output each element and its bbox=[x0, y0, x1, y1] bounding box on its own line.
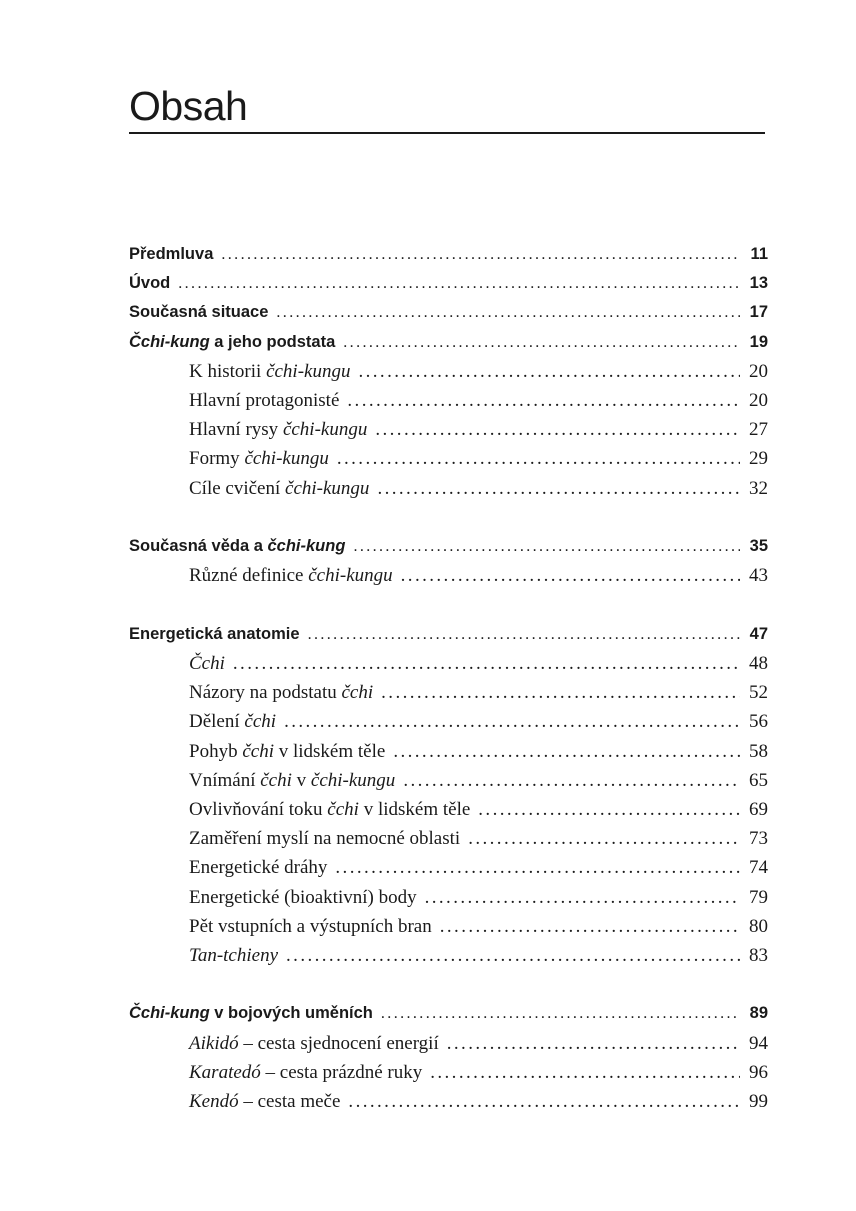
toc-page-number: 19 bbox=[749, 332, 768, 351]
toc-section-entry[interactable] bbox=[129, 474, 768, 503]
toc-entry-title bbox=[189, 912, 432, 941]
toc-title-italic-part: čchi-kungu bbox=[244, 448, 329, 470]
toc-title-part: K historii bbox=[189, 360, 267, 382]
toc-title-part: Hlavní rysy bbox=[189, 419, 283, 441]
toc-title-part: – cesta meče bbox=[238, 1091, 341, 1113]
toc-title-italic-part: Aikidó bbox=[189, 1032, 239, 1054]
toc-title-part: Energetické dráhy bbox=[189, 857, 328, 879]
toc-page-number: 29 bbox=[749, 448, 768, 470]
toc-title-italic-part: Kendó bbox=[189, 1091, 239, 1113]
toc-page-number: 20 bbox=[749, 360, 768, 382]
toc-title-part: Názory na podstatu bbox=[189, 682, 342, 704]
toc-section-entry[interactable] bbox=[129, 795, 768, 824]
toc-page-number: 20 bbox=[749, 389, 768, 411]
toc-title-part: – cesta prázdné ruky bbox=[260, 1061, 423, 1083]
toc-title-italic-part: čchi bbox=[244, 711, 277, 733]
dot-leader bbox=[335, 853, 740, 882]
toc-title-italic-part: Čchi bbox=[189, 653, 225, 675]
toc-title-part: a jeho podstata bbox=[209, 332, 336, 351]
toc-entry-title bbox=[189, 474, 369, 503]
dot-leader bbox=[468, 824, 740, 853]
toc-entry-title bbox=[129, 620, 300, 649]
dot-leader bbox=[221, 240, 740, 269]
toc-section-entry[interactable] bbox=[129, 1029, 768, 1058]
toc-title-italic-part: Tan-tchieny bbox=[189, 944, 279, 966]
toc-title-italic-part: čchi-kungu bbox=[310, 769, 396, 791]
toc-chapter-entry[interactable] bbox=[129, 620, 768, 649]
toc-entry-title bbox=[189, 737, 385, 766]
toc-entry-title bbox=[189, 707, 276, 736]
dot-leader bbox=[447, 1029, 740, 1058]
toc-page-number: 79 bbox=[749, 886, 768, 908]
toc-title-italic-part: čchi-kungu bbox=[308, 565, 393, 587]
dot-leader bbox=[440, 912, 740, 941]
toc-entry-title bbox=[189, 853, 327, 882]
toc-title-italic-part: čchi-kungu bbox=[282, 419, 368, 441]
toc-section-entry[interactable] bbox=[129, 824, 768, 853]
toc-section-entry[interactable] bbox=[129, 386, 768, 415]
toc-title-part: Formy bbox=[189, 448, 245, 470]
toc-page-number: 69 bbox=[749, 798, 768, 820]
toc-section-entry[interactable] bbox=[129, 561, 768, 590]
toc-entry-title bbox=[189, 386, 339, 415]
table-of-contents bbox=[129, 240, 768, 1116]
toc-title-italic-part: čchi-kungu bbox=[285, 477, 370, 499]
toc-section-entry[interactable] bbox=[129, 1058, 768, 1087]
toc-page-number: 80 bbox=[749, 915, 768, 937]
toc-page-number: 17 bbox=[749, 303, 768, 322]
toc-entry-title bbox=[189, 1058, 422, 1087]
toc-title-italic-part: Karatedó bbox=[189, 1061, 261, 1083]
dot-leader bbox=[478, 795, 740, 824]
toc-entry-title bbox=[189, 357, 350, 386]
toc-section-entry[interactable] bbox=[129, 444, 768, 473]
toc-chapter-entry[interactable] bbox=[129, 532, 768, 561]
toc-page-number: 11 bbox=[750, 245, 768, 263]
toc-page-number: 94 bbox=[749, 1032, 768, 1054]
toc-page-number: 13 bbox=[749, 274, 768, 293]
toc-title-part: v bojových uměních bbox=[209, 1004, 373, 1023]
toc-title-italic-part: čchi-kungu bbox=[266, 360, 351, 382]
toc-entry-title bbox=[189, 766, 395, 795]
dot-leader bbox=[377, 474, 740, 503]
toc-section-entry[interactable] bbox=[129, 941, 768, 970]
dot-leader bbox=[381, 999, 740, 1028]
toc-chapter-entry[interactable] bbox=[129, 298, 768, 327]
toc-entry-title bbox=[129, 269, 170, 298]
toc-title-italic-part: čchi bbox=[242, 740, 274, 762]
toc-title-part: Současná věda a bbox=[129, 537, 268, 556]
toc-title-italic-part: čchi bbox=[260, 769, 292, 791]
toc-title-part: Ovlivňování toku bbox=[189, 798, 328, 820]
dot-leader bbox=[347, 386, 740, 415]
toc-title-part: Současná situace bbox=[129, 303, 269, 322]
toc-entry-title bbox=[189, 561, 393, 590]
dot-leader bbox=[308, 620, 740, 649]
toc-entry-title bbox=[189, 795, 470, 824]
toc-entry-title bbox=[129, 999, 373, 1028]
toc-title-part: Hlavní protagonisté bbox=[189, 389, 340, 411]
dot-leader bbox=[381, 678, 740, 707]
toc-page-number: 56 bbox=[749, 711, 768, 733]
page-title: Obsah bbox=[129, 83, 248, 129]
toc-entry-title bbox=[189, 444, 329, 473]
toc-page-number: 65 bbox=[749, 769, 768, 791]
dot-leader bbox=[401, 561, 740, 590]
toc-chapter-entry[interactable] bbox=[129, 999, 768, 1028]
toc-entry-title bbox=[189, 941, 278, 970]
toc-title-part: v bbox=[291, 769, 311, 791]
toc-entry-title bbox=[189, 678, 373, 707]
toc-title-part: Energetické (bioaktivní) body bbox=[189, 886, 417, 908]
toc-page-number: 32 bbox=[749, 477, 768, 499]
dot-leader bbox=[393, 737, 740, 766]
toc-title-part: Předmluva bbox=[129, 245, 214, 263]
toc-title-italic-part: Čchi-kung bbox=[129, 332, 210, 351]
toc-entry-title bbox=[129, 298, 268, 327]
dot-leader bbox=[348, 1087, 740, 1116]
toc-chapter-entry[interactable] bbox=[129, 240, 768, 269]
toc-page-number: 52 bbox=[749, 682, 768, 704]
toc-entry-title bbox=[129, 328, 335, 357]
toc-page-number: 73 bbox=[749, 828, 768, 850]
toc-page-number: 58 bbox=[749, 740, 768, 762]
toc-title-part: Energetická anatomie bbox=[129, 624, 300, 643]
toc-title-part: Úvod bbox=[129, 274, 171, 293]
toc-title-part: v lidském těle bbox=[273, 740, 386, 762]
toc-entry-title bbox=[189, 1029, 439, 1058]
dot-leader bbox=[286, 941, 740, 970]
toc-title-part: Pohyb bbox=[189, 740, 243, 762]
toc-section-entry[interactable] bbox=[129, 1087, 768, 1116]
dot-leader bbox=[284, 707, 740, 736]
toc-title-part: v lidském těle bbox=[358, 798, 471, 820]
toc-page-number: 89 bbox=[749, 1004, 768, 1023]
toc-section-entry[interactable] bbox=[129, 853, 768, 882]
toc-entry-title bbox=[129, 532, 345, 561]
toc-section-entry[interactable] bbox=[129, 707, 768, 736]
toc-title-italic-part: čchi-kung bbox=[267, 537, 346, 556]
toc-section-entry[interactable] bbox=[129, 415, 768, 444]
dot-leader bbox=[375, 415, 740, 444]
toc-title-part: Zaměření myslí na nemocné oblasti bbox=[189, 828, 461, 850]
toc-page-number: 48 bbox=[749, 653, 768, 675]
toc-section-entry[interactable] bbox=[129, 649, 768, 678]
dot-leader bbox=[358, 357, 740, 386]
toc-title-part: Cíle cvičení bbox=[189, 477, 286, 499]
toc-entry-title bbox=[189, 1087, 340, 1116]
toc-page-number: 47 bbox=[749, 624, 768, 643]
toc-chapter-entry[interactable] bbox=[129, 269, 768, 298]
toc-section-entry[interactable] bbox=[129, 766, 768, 795]
toc-entry-title bbox=[189, 415, 367, 444]
toc-entry-title bbox=[129, 240, 213, 269]
toc-entry-title bbox=[189, 824, 460, 853]
toc-title-part: Různé definice bbox=[189, 565, 309, 587]
dot-leader bbox=[337, 444, 740, 473]
toc-section-entry[interactable] bbox=[129, 912, 768, 941]
toc-section-entry[interactable] bbox=[129, 883, 768, 912]
dot-leader bbox=[430, 1058, 740, 1087]
toc-entry-title bbox=[189, 883, 417, 912]
dot-leader bbox=[425, 883, 740, 912]
toc-section-entry[interactable] bbox=[129, 678, 768, 707]
dot-leader bbox=[276, 298, 740, 327]
toc-section-entry[interactable] bbox=[129, 357, 768, 386]
toc-section-entry[interactable] bbox=[129, 737, 768, 766]
toc-title-italic-part: čchi bbox=[341, 682, 374, 704]
dot-leader bbox=[178, 269, 740, 298]
toc-chapter-entry[interactable] bbox=[129, 328, 768, 357]
title-rule bbox=[129, 132, 765, 134]
dot-leader bbox=[343, 328, 740, 357]
toc-title-part: – cesta sjednocení energií bbox=[238, 1032, 439, 1054]
toc-page-number: 83 bbox=[749, 944, 768, 966]
toc-page-number: 74 bbox=[749, 857, 768, 879]
toc-title-part: Vnímání bbox=[189, 769, 261, 791]
toc-title-italic-part: čchi bbox=[327, 798, 359, 820]
toc-page-number: 27 bbox=[749, 419, 768, 441]
toc-title-italic-part: Čchi-kung bbox=[129, 1004, 210, 1023]
toc-page-number: 96 bbox=[749, 1061, 768, 1083]
toc-title-part: Dělení bbox=[189, 711, 245, 733]
dot-leader bbox=[353, 532, 740, 561]
toc-page-number: 43 bbox=[749, 565, 768, 587]
dot-leader bbox=[403, 766, 740, 795]
toc-title-part: Pět vstupních a výstupních bran bbox=[189, 915, 432, 937]
toc-entry-title bbox=[189, 649, 225, 678]
toc-page-number: 99 bbox=[749, 1091, 768, 1113]
toc-page-number: 35 bbox=[749, 537, 768, 556]
dot-leader bbox=[233, 649, 740, 678]
